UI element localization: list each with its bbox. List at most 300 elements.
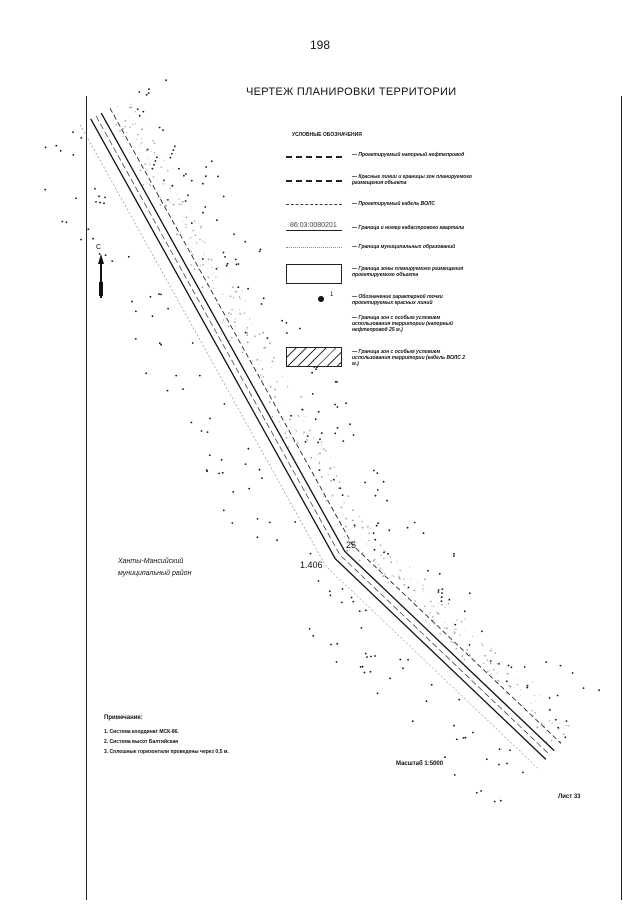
vegetation-mark bbox=[406, 599, 407, 600]
vegetation-mark bbox=[296, 430, 297, 431]
forest-dot bbox=[178, 168, 180, 170]
vegetation-mark bbox=[399, 578, 400, 579]
forest-dot bbox=[408, 587, 410, 589]
forest-dot bbox=[339, 487, 341, 489]
forest-dot bbox=[441, 600, 443, 602]
vegetation-mark bbox=[269, 342, 271, 344]
vegetation-mark bbox=[428, 613, 429, 614]
vegetation-mark bbox=[217, 267, 218, 268]
north-arrow-icon bbox=[96, 244, 106, 300]
vegetation-mark bbox=[531, 710, 532, 711]
forest-dot bbox=[152, 168, 154, 170]
vegetation-mark bbox=[535, 701, 536, 702]
vegetation-mark bbox=[552, 723, 553, 724]
forest-dot bbox=[201, 430, 203, 432]
forest-dot bbox=[98, 195, 100, 197]
forest-dot bbox=[191, 422, 193, 424]
forest-dot bbox=[290, 415, 292, 417]
map-label-25: 25 bbox=[346, 540, 357, 550]
forest-dot bbox=[498, 764, 500, 766]
vegetation-mark bbox=[249, 319, 250, 320]
forest-dot bbox=[216, 268, 218, 270]
map-label-1406: 1.406 bbox=[300, 560, 323, 570]
forest-dot bbox=[329, 590, 331, 592]
vegetation-mark bbox=[231, 309, 232, 310]
vegetation-mark bbox=[333, 518, 334, 519]
forest-dot bbox=[92, 238, 94, 240]
vegetation-mark bbox=[119, 130, 121, 132]
forest-dot bbox=[103, 202, 105, 204]
forest-dot bbox=[202, 183, 204, 185]
vegetation-mark bbox=[325, 500, 326, 501]
vegetation-mark bbox=[273, 357, 275, 359]
vegetation-mark bbox=[274, 396, 276, 398]
vegetation-mark bbox=[135, 123, 136, 124]
vegetation-mark bbox=[152, 140, 153, 141]
characteristic-point-icon bbox=[318, 296, 324, 302]
vegetation-mark bbox=[217, 303, 218, 304]
vegetation-mark bbox=[212, 274, 213, 275]
vegetation-mark bbox=[191, 251, 192, 252]
forest-dot bbox=[334, 433, 336, 435]
forest-dot bbox=[227, 263, 229, 265]
vegetation-mark bbox=[164, 160, 165, 161]
forest-dot bbox=[302, 409, 304, 411]
vegetation-mark bbox=[239, 296, 241, 298]
vegetation-mark bbox=[321, 441, 322, 442]
vegetation-mark bbox=[234, 321, 236, 323]
vegetation-mark bbox=[472, 636, 473, 637]
vegetation-mark bbox=[129, 126, 130, 127]
forest-dot bbox=[148, 88, 150, 90]
vegetation-mark bbox=[305, 416, 306, 417]
vegetation-mark bbox=[203, 254, 204, 255]
vegetation-mark bbox=[433, 606, 434, 607]
vegetation-mark bbox=[204, 242, 205, 243]
forest-dot bbox=[549, 709, 551, 711]
forest-dot bbox=[95, 201, 97, 203]
forest-dot bbox=[458, 699, 460, 701]
vegetation-mark bbox=[124, 120, 126, 122]
vegetation-mark bbox=[284, 432, 286, 434]
forest-dot bbox=[260, 249, 262, 251]
forest-dot bbox=[454, 624, 456, 626]
forest-dot bbox=[248, 488, 250, 490]
forest-dot bbox=[248, 448, 250, 450]
vegetation-mark bbox=[497, 680, 499, 682]
vegetation-mark bbox=[208, 277, 210, 279]
vegetation-mark bbox=[231, 313, 232, 314]
vegetation-mark bbox=[333, 467, 334, 468]
forest-dot bbox=[464, 610, 466, 612]
forest-dots-layer bbox=[44, 79, 600, 802]
forest-dot bbox=[263, 297, 265, 299]
vegetation-mark bbox=[135, 111, 136, 112]
vegetation-mark bbox=[549, 720, 550, 721]
vegetation-mark bbox=[441, 604, 443, 606]
forest-dot bbox=[150, 296, 152, 298]
forest-dot bbox=[223, 196, 225, 198]
vegetation-mark bbox=[239, 313, 241, 315]
pipeline-line-symbol bbox=[286, 156, 342, 158]
forest-dot bbox=[231, 522, 233, 524]
vegetation-mark bbox=[490, 650, 492, 652]
vegetation-mark bbox=[212, 280, 213, 281]
vegetation-mark bbox=[306, 439, 308, 441]
vegetation-mark bbox=[145, 163, 147, 165]
vegetation-mark bbox=[288, 446, 289, 447]
forest-dot bbox=[312, 635, 314, 637]
forest-dot bbox=[60, 150, 62, 152]
vegetation-mark bbox=[303, 434, 304, 435]
forest-dot bbox=[572, 672, 574, 674]
vegetation-mark bbox=[399, 570, 400, 571]
vegetation-mark bbox=[531, 703, 532, 704]
forest-dot bbox=[330, 644, 332, 646]
vegetation-mark bbox=[232, 286, 234, 288]
vegetation-mark bbox=[271, 367, 272, 368]
vegetation-mark bbox=[178, 234, 179, 235]
vegetation-mark bbox=[367, 526, 369, 528]
vegetation-mark bbox=[517, 679, 518, 680]
vegetation-mark bbox=[495, 652, 496, 653]
vegetation-mark bbox=[568, 725, 569, 726]
vegetation-mark bbox=[315, 458, 316, 459]
forest-dot bbox=[453, 555, 455, 557]
vegetation-mark bbox=[235, 318, 236, 319]
vegetation-mark bbox=[338, 488, 339, 489]
vegetation-mark bbox=[437, 612, 438, 613]
forest-dot bbox=[267, 337, 269, 339]
forest-dot bbox=[221, 459, 223, 461]
vegetation-mark bbox=[407, 588, 408, 589]
forest-dot bbox=[453, 725, 455, 727]
vegetation-mark bbox=[202, 286, 204, 288]
forest-dot bbox=[341, 602, 343, 604]
district-label bbox=[118, 556, 191, 580]
vegetation-mark bbox=[239, 309, 240, 310]
vegetation-mark bbox=[325, 450, 327, 452]
vegetation-mark bbox=[398, 576, 399, 577]
vegetation-mark bbox=[438, 613, 440, 615]
vegetation-mark bbox=[446, 627, 448, 629]
vegetation-mark bbox=[359, 559, 361, 561]
vegetation-mark bbox=[141, 142, 142, 143]
vegetation-mark bbox=[508, 685, 510, 687]
vegetation-mark bbox=[303, 421, 304, 422]
forest-dot bbox=[104, 197, 106, 199]
forest-dot bbox=[555, 719, 557, 721]
vegetation-mark bbox=[369, 564, 370, 565]
forest-dot bbox=[158, 293, 160, 295]
forest-dot bbox=[72, 131, 74, 133]
forest-dot bbox=[135, 311, 137, 313]
vegetation-mark bbox=[246, 335, 247, 336]
forest-dot bbox=[376, 472, 378, 474]
forest-dot bbox=[257, 518, 259, 520]
vegetation-mark bbox=[453, 623, 454, 624]
vegetation-mark bbox=[140, 143, 141, 144]
forest-dot bbox=[481, 631, 483, 633]
vegetation-mark bbox=[389, 556, 390, 557]
vegetation-mark bbox=[534, 695, 535, 696]
forest-dot bbox=[206, 470, 208, 472]
vegetation-mark bbox=[330, 457, 331, 458]
forest-dot bbox=[312, 393, 314, 395]
vegetation-mark bbox=[272, 361, 274, 363]
north-arrow bbox=[96, 244, 106, 300]
forest-dot bbox=[153, 164, 155, 166]
forest-dot bbox=[236, 264, 238, 266]
cadastral-line-symbol bbox=[286, 222, 342, 231]
vegetation-mark bbox=[390, 556, 391, 557]
corridor-lines-layer bbox=[80, 108, 561, 768]
vegetation-mark bbox=[520, 689, 521, 690]
forest-dot bbox=[309, 628, 311, 630]
vegetation-mark bbox=[517, 671, 518, 672]
forest-dot bbox=[202, 212, 204, 214]
vegetation-mark bbox=[325, 484, 326, 485]
forest-dot bbox=[336, 661, 338, 663]
forest-dot bbox=[365, 653, 367, 655]
forest-dot bbox=[171, 185, 173, 187]
vegetation-mark bbox=[415, 600, 416, 601]
forest-dot bbox=[438, 589, 440, 591]
vegetation-mark bbox=[279, 421, 280, 422]
vegetation-mark bbox=[149, 184, 150, 185]
forest-dot bbox=[55, 145, 57, 147]
forest-dot bbox=[438, 591, 440, 593]
vegetation-mark bbox=[211, 259, 213, 261]
vegetation-mark bbox=[532, 681, 533, 682]
vegetation-mark bbox=[537, 726, 539, 728]
vegetation-mark bbox=[141, 138, 142, 139]
forest-dot bbox=[374, 549, 376, 551]
vegetation-mark bbox=[300, 396, 302, 398]
vegetation-mark bbox=[336, 475, 337, 476]
vegetation-mark bbox=[259, 334, 260, 335]
forest-dot bbox=[423, 532, 425, 534]
vegetation-mark bbox=[379, 568, 380, 569]
vegetation-mark bbox=[483, 663, 484, 664]
forest-dot bbox=[370, 671, 372, 673]
forest-dot bbox=[111, 260, 113, 262]
forest-dot bbox=[128, 256, 130, 258]
forest-dot bbox=[66, 221, 68, 223]
north-letter: С bbox=[96, 244, 102, 251]
vegetation-mark bbox=[430, 612, 431, 613]
forest-dot bbox=[218, 473, 220, 475]
vegetation-mark bbox=[323, 448, 325, 450]
vegetation-mark bbox=[454, 629, 455, 630]
vegetation-mark bbox=[352, 520, 353, 521]
forest-dot bbox=[506, 763, 508, 765]
vegetation-mark bbox=[468, 652, 469, 653]
forest-dot bbox=[317, 442, 319, 444]
forest-dot bbox=[454, 774, 456, 776]
forest-dot bbox=[183, 175, 185, 177]
forest-dot bbox=[414, 522, 416, 524]
vegetation-mark bbox=[153, 176, 155, 178]
forest-dot bbox=[163, 180, 165, 182]
vegetation-mark bbox=[490, 663, 492, 665]
point-number: 1 bbox=[330, 292, 334, 298]
forest-dot bbox=[557, 695, 559, 697]
forest-dot bbox=[281, 320, 283, 322]
forest-dot bbox=[146, 94, 148, 96]
vegetation-mark bbox=[429, 623, 430, 624]
red-lines-symbol bbox=[286, 180, 342, 182]
forest-dot bbox=[376, 525, 378, 527]
vegetation-mark bbox=[200, 227, 201, 228]
forest-dot bbox=[216, 219, 218, 221]
forest-dot bbox=[160, 294, 162, 296]
vegetation-mark bbox=[347, 495, 349, 497]
vegetation-mark bbox=[346, 518, 347, 519]
forest-dot bbox=[209, 454, 211, 456]
forest-dot bbox=[506, 680, 508, 682]
vegetation-mark bbox=[169, 202, 170, 203]
vegetation-mark bbox=[200, 265, 201, 266]
scale-label: Масштаб 1:5000 bbox=[396, 761, 444, 767]
forest-dot bbox=[232, 491, 234, 493]
vegetation-mark bbox=[466, 649, 468, 651]
vegetation-mark bbox=[215, 276, 216, 277]
vegetation-mark bbox=[150, 164, 151, 165]
forest-dot bbox=[257, 536, 259, 538]
vegetation-mark bbox=[228, 312, 230, 314]
vegetation-mark bbox=[160, 166, 161, 167]
forest-dot bbox=[330, 594, 332, 596]
vegetation-mark bbox=[125, 139, 126, 140]
vegetation-mark bbox=[194, 220, 196, 222]
vegetation-mark bbox=[247, 342, 249, 344]
vegetation-mark bbox=[223, 319, 224, 320]
forest-dot bbox=[426, 700, 428, 702]
forest-dot bbox=[217, 176, 219, 178]
vegetation-mark bbox=[185, 227, 186, 228]
vegetation-mark bbox=[342, 534, 343, 535]
forest-dot bbox=[564, 736, 566, 738]
forest-dot bbox=[370, 656, 372, 658]
vegetation-mark bbox=[507, 673, 509, 675]
forest-dot bbox=[399, 659, 401, 661]
forest-dot bbox=[247, 288, 249, 290]
legend-label: — Граница зон с особым условием использования территории (напорный нефтепровод 25 м.) bbox=[352, 315, 453, 333]
forest-dot bbox=[456, 739, 458, 741]
forest-dot bbox=[566, 720, 568, 722]
vegetation-mark bbox=[179, 204, 180, 205]
forest-dot bbox=[205, 166, 207, 168]
forest-dot bbox=[145, 372, 147, 374]
forest-dot bbox=[342, 440, 344, 442]
forest-dot bbox=[294, 521, 296, 523]
vegetation-mark bbox=[380, 555, 381, 556]
vegetation-mark bbox=[204, 252, 205, 253]
vegetation-mark bbox=[137, 134, 138, 135]
forest-dot bbox=[362, 666, 364, 668]
vegetation-mark bbox=[384, 573, 385, 574]
vegetation-mark bbox=[192, 230, 193, 231]
vegetation-mark bbox=[359, 516, 360, 517]
vegetation-mark bbox=[298, 455, 299, 456]
vegetation-mark bbox=[451, 641, 452, 642]
forest-dot bbox=[486, 758, 488, 760]
vegetation-mark bbox=[117, 106, 118, 107]
vegetation-mark bbox=[382, 575, 384, 577]
forest-dot bbox=[244, 241, 246, 243]
forest-dot bbox=[524, 666, 526, 668]
forest-dot bbox=[389, 678, 391, 680]
vegetation-mark bbox=[487, 659, 488, 660]
vegetation-mark bbox=[347, 550, 348, 551]
vegetation-mark bbox=[136, 157, 137, 158]
forest-dot bbox=[342, 588, 344, 590]
vegetation-mark bbox=[464, 659, 465, 660]
forest-dot bbox=[202, 258, 204, 260]
vegetation-mark bbox=[497, 673, 498, 674]
cadastral-code: 86:03:0080201 bbox=[290, 222, 337, 229]
forest-dot bbox=[374, 539, 376, 541]
vegetation-mark bbox=[140, 170, 142, 172]
legend-label: — Проектируемый кабель ВОЛС bbox=[352, 201, 435, 207]
forest-dot bbox=[99, 202, 101, 204]
forest-dot bbox=[286, 332, 288, 334]
corridor-boundary-line bbox=[101, 113, 554, 751]
forest-dot bbox=[499, 748, 501, 750]
vegetation-mark bbox=[319, 463, 320, 464]
forest-dot bbox=[162, 129, 164, 131]
forest-dot bbox=[427, 570, 429, 572]
vegetation-mark bbox=[459, 635, 460, 636]
vegetation-mark bbox=[319, 453, 321, 455]
forest-dot bbox=[269, 522, 271, 524]
vegetation-mark bbox=[397, 561, 398, 562]
vegetation-mark bbox=[258, 364, 259, 365]
vegetation-mark bbox=[383, 549, 384, 550]
vegetation-mark bbox=[150, 185, 151, 186]
vegetation-mark bbox=[169, 218, 170, 219]
vegetation-mark bbox=[229, 340, 230, 341]
vegetation-mark bbox=[122, 128, 124, 130]
notes-heading: Примечание: bbox=[104, 715, 143, 721]
vegetation-mark bbox=[190, 209, 191, 210]
corridor-boundary-line bbox=[91, 119, 546, 759]
forest-dot bbox=[319, 469, 321, 471]
forest-dot bbox=[80, 137, 82, 139]
forest-dot bbox=[345, 402, 347, 404]
pipeline-line bbox=[96, 116, 550, 755]
vegetation-mark bbox=[235, 326, 236, 327]
forest-dot bbox=[137, 108, 139, 110]
vegetation-mark bbox=[329, 468, 331, 470]
vegetation-mark bbox=[198, 223, 199, 224]
vegetation-mark bbox=[444, 627, 445, 628]
vegetation-mark bbox=[313, 438, 314, 439]
forest-dot bbox=[223, 252, 225, 254]
vegetation-mark bbox=[207, 285, 208, 286]
vegetation-mark bbox=[201, 225, 202, 226]
vegetation-mark bbox=[186, 217, 188, 219]
forest-dot bbox=[337, 427, 339, 429]
vegetation-mark bbox=[404, 584, 406, 586]
forest-dot bbox=[557, 727, 559, 729]
forest-dot bbox=[235, 259, 237, 261]
drawing-title: ЧЕРТЕЖ ПЛАНИРОВКИ ТЕРРИТОРИИ bbox=[246, 86, 457, 98]
vegetation-mark bbox=[260, 374, 261, 375]
forest-dot bbox=[139, 115, 141, 117]
vegetation-mark bbox=[282, 376, 283, 377]
